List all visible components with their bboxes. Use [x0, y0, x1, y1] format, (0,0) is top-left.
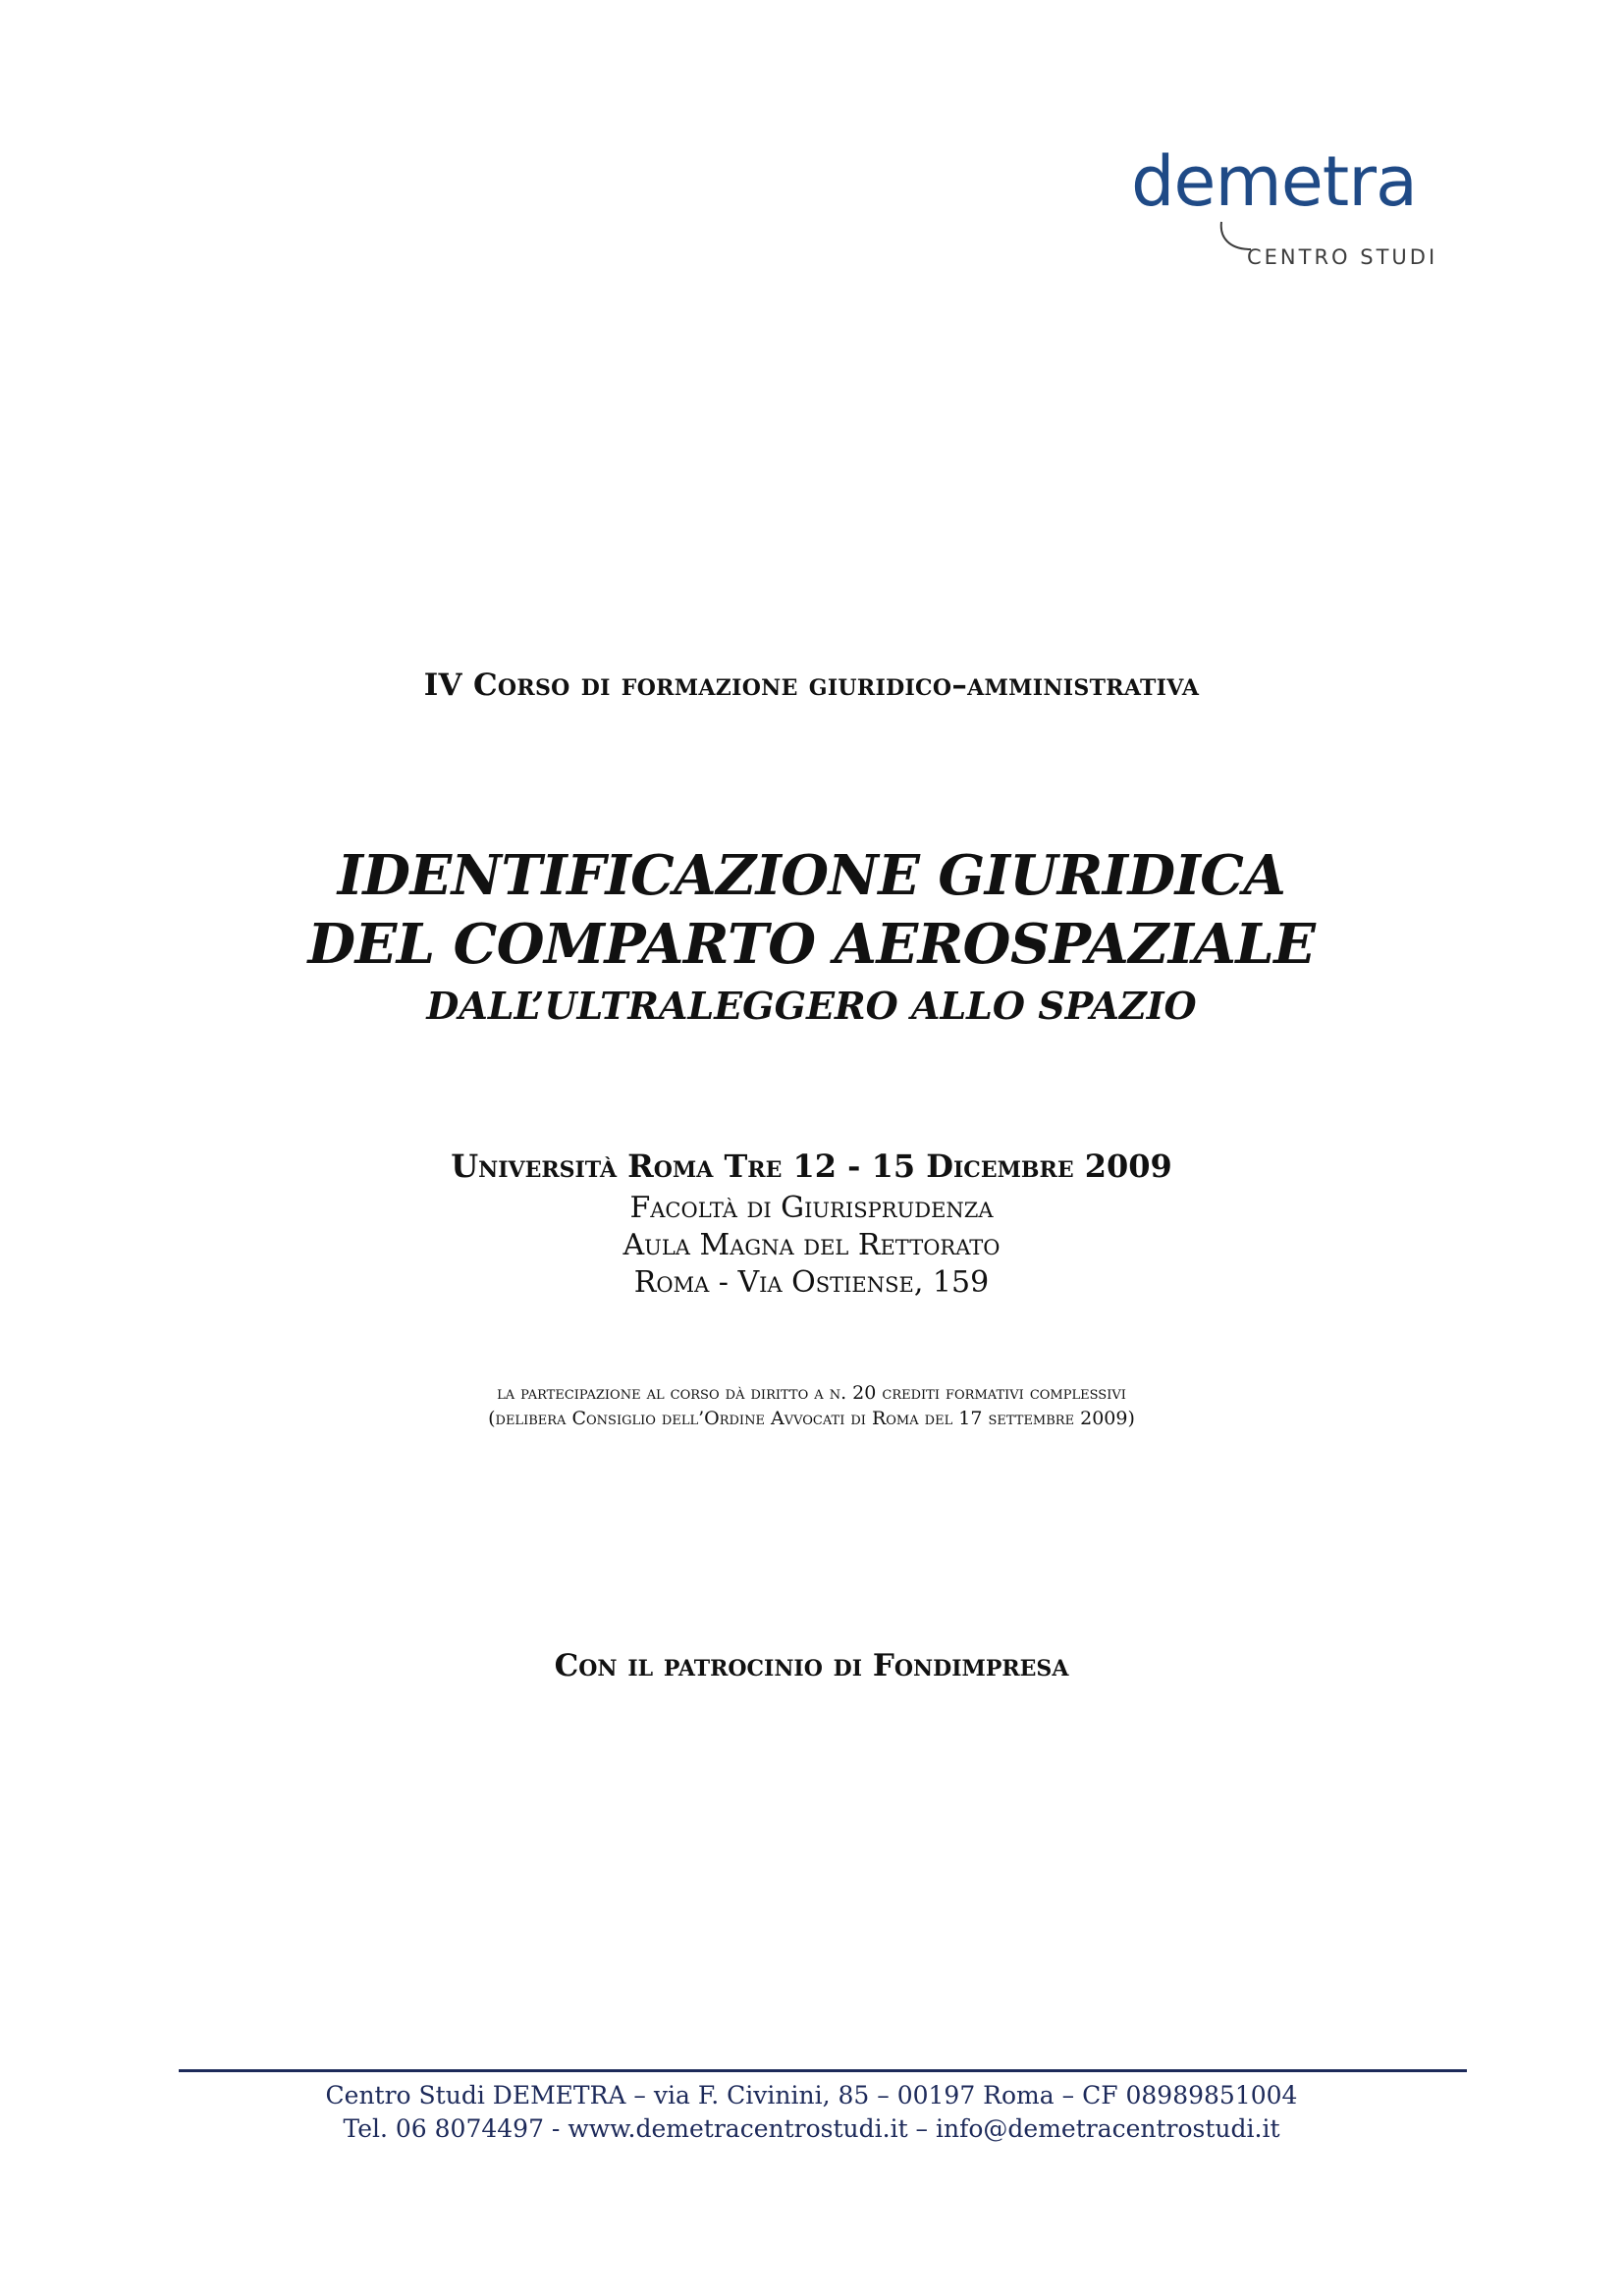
venue-hall: Aula Magna del Rettorato	[622, 1228, 1001, 1262]
footer-contacts: Tel. 06 8074497 - www.demetracentrostudi.it – info@demetracentrostudi.it	[343, 2114, 1280, 2143]
course-heading: IV Corso di formazione giuridico–amministrativa	[423, 667, 1200, 703]
venue-faculty: Facoltà di Giurisprudenza	[629, 1191, 994, 1225]
patronage-line: Con il patrocinio di Fondimpresa	[554, 1648, 1069, 1683]
venue-address: Roma - Via Ostiense, 159	[633, 1265, 990, 1300]
footer-divider	[179, 2069, 1467, 2072]
credits-deliberation: (delibera Consiglio dell’Ordine Avvocati di Roma del 17 settembre 2009)	[488, 1408, 1135, 1429]
credits-note: la partecipazione al corso dà diritto a n. 20 crediti formativi complessivi	[497, 1382, 1126, 1404]
footer-address: Centro Studi DEMETRA – via F. Civinini, 85 – 00197 Roma – CF 08989851004	[325, 2081, 1298, 2109]
logo-brand-text: demetra	[1131, 141, 1417, 222]
logo-subtitle: CENTRO STUDI	[1247, 245, 1438, 269]
title-subtitle: DALL’ULTRALEGGERO ALLO SPAZIO	[426, 984, 1197, 1028]
demetra-logo	[1119, 141, 1443, 285]
title-line-2: DEL COMPARTO AEROSPAZIALE	[307, 912, 1316, 977]
venue-date: Università Roma Tre 12 - 15 Dicembre 2009	[451, 1148, 1172, 1185]
title-line-1: IDENTIFICAZIONE GIURIDICA	[337, 843, 1286, 908]
